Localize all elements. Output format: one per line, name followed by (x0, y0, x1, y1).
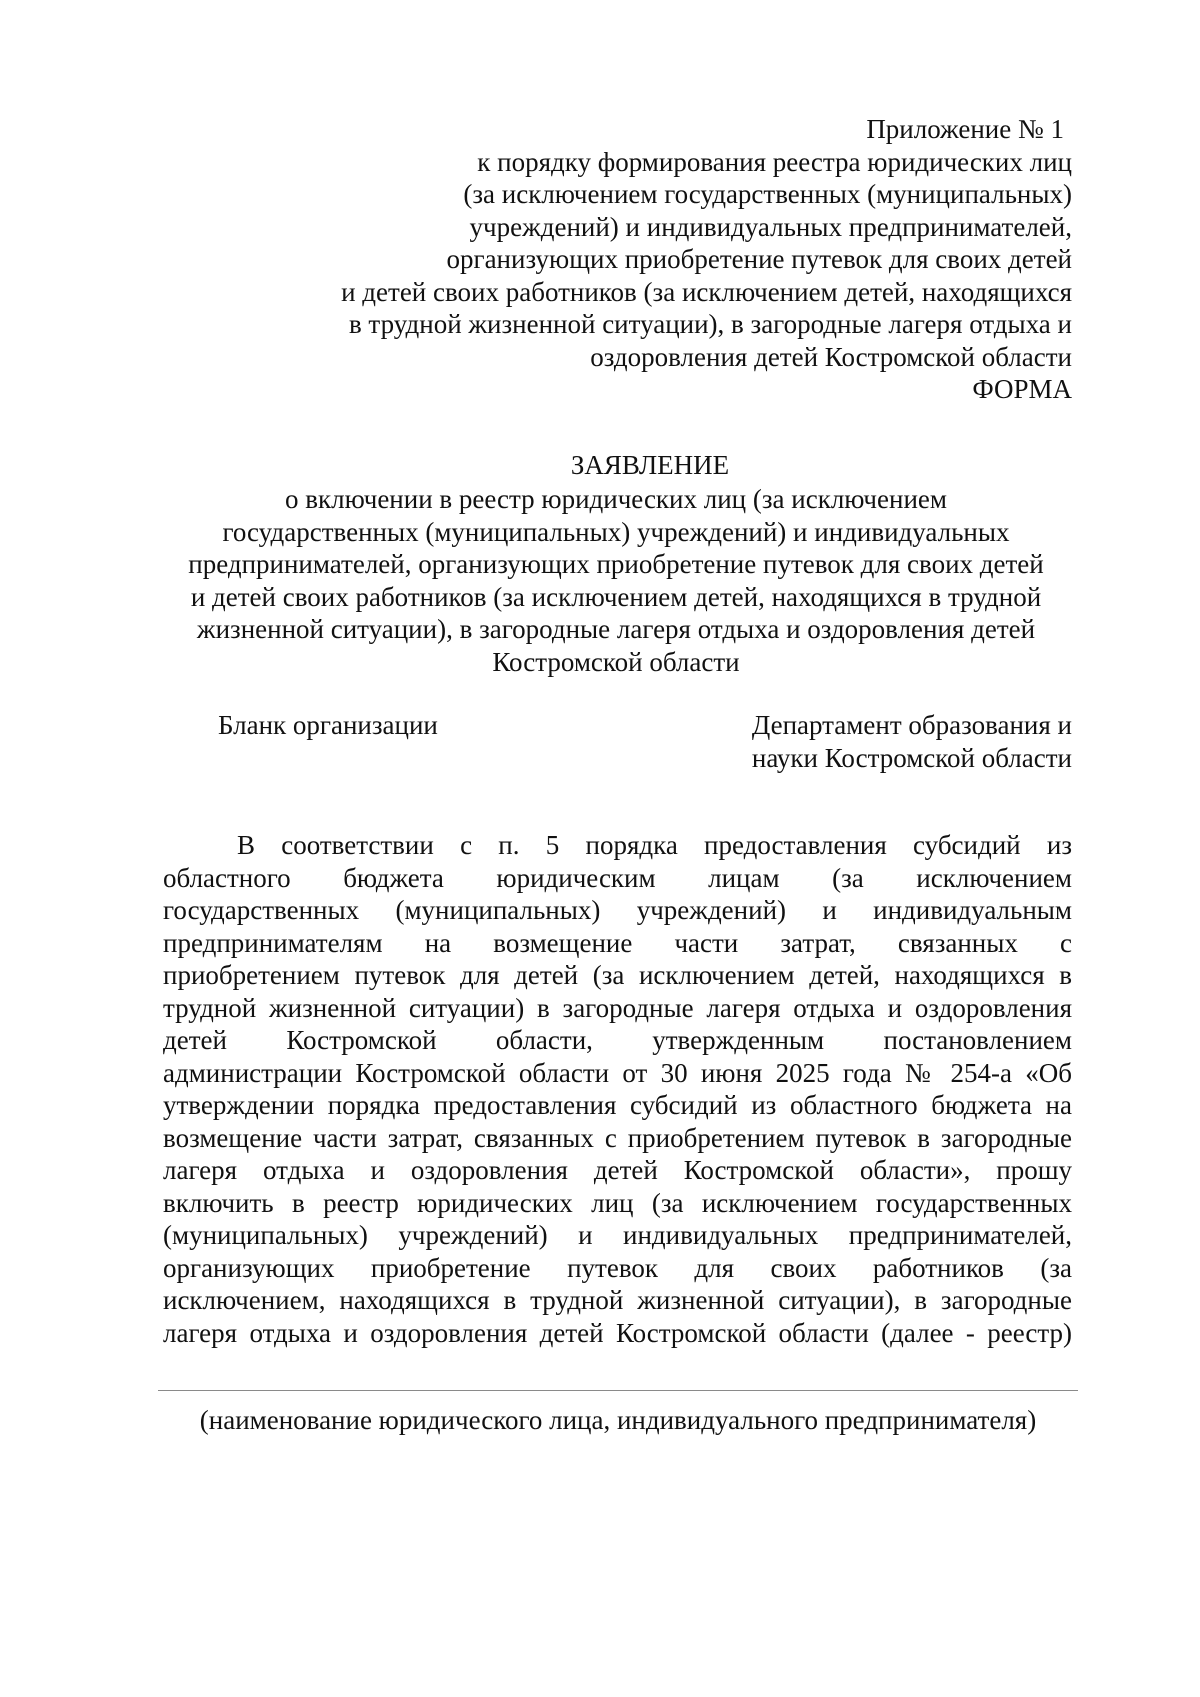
organization-letterhead-label: Бланк организации (218, 710, 438, 740)
subtitle-line: и детей своих работников (за исключением детей, находящихся в трудной (190, 581, 1042, 612)
application-body (163, 829, 1072, 1349)
document-title: ЗАЯВЛЕНИЕ (570, 450, 730, 480)
appendix-line: (за исключением государственных (муниципальных) (463, 179, 1072, 209)
subtitle-line: Костромской области (492, 646, 740, 677)
fill-in-line (158, 1390, 1078, 1391)
addressee (752, 709, 1072, 774)
subtitle-line: предпринимателей, организующих приобретение путевок для своих детей (188, 549, 1044, 579)
body-line: областного бюджета юридическим лицам (за исключением (163, 862, 1072, 893)
form-label: ФОРМА (972, 374, 1072, 404)
appendix-number: Приложение № 1 (866, 114, 1064, 144)
body-line: лагеря отдыха и оздоровления детей Костромской области (далее - реестр) (163, 1317, 1072, 1348)
subtitle-line: о включении в реестр юридических лиц (за исключением (285, 484, 947, 514)
body-line: включить в реестр юридических лиц (за исключением государственных (163, 1187, 1072, 1218)
body-line: предпринимателям на возмещение части затрат, связанных с (163, 927, 1072, 958)
appendix-line: к порядку формирования реестра юридических лиц (477, 146, 1072, 177)
appendix-header (312, 113, 1072, 406)
appendix-line: оздоровления детей Костромской области (590, 341, 1072, 372)
body-line: приобретением путевок для детей (за исключением детей, находящихся в (163, 960, 1072, 990)
body-line: утверждении порядка предоставления субсидий из областного бюджета на (163, 1090, 1072, 1120)
body-line: (муниципальных) учреждений) и индивидуальных предпринимателей, (163, 1220, 1072, 1250)
appendix-line: и детей своих работников (за исключением детей, находящихся (341, 276, 1072, 307)
body-line: лагеря отдыха и оздоровления детей Костромской области», прошу (163, 1155, 1072, 1185)
body-line: исключением, находящихся в трудной жизненной ситуации), в загородные (163, 1285, 1072, 1315)
subtitle-line: государственных (муниципальных) учреждений) и индивидуальных (222, 516, 1010, 547)
body-line: возмещение части затрат, связанных с приобретением путевок в загородные (163, 1122, 1072, 1153)
body-line: администрации Костромской области от 30 июня 2025 года № 254-а «Об (163, 1057, 1072, 1088)
appendix-line: учреждений) и индивидуальных предпринимателей, (469, 211, 1072, 242)
appendix-line: в трудной жизненной ситуации), в загородные лагеря отдыха и (348, 309, 1072, 339)
addressee-line: науки Костромской области (751, 742, 1072, 773)
fill-in-caption: (наименование юридического лица, индивидуального предпринимателя) (199, 1405, 1037, 1435)
body-line: В соответствии с п. 5 порядка предоставления субсидий из (237, 830, 1072, 860)
body-line: государственных (муниципальных) учреждений) и индивидуальным (163, 895, 1072, 925)
addressee-line: Департамент образования и (751, 710, 1072, 740)
body-line: трудной жизненной ситуации) в загородные лагеря отдыха и оздоровления (163, 992, 1072, 1023)
appendix-line: организующих приобретение путевок для своих детей (446, 244, 1072, 274)
body-line: детей Костромской области, утвержденным постановлением (163, 1025, 1072, 1055)
document-subtitle (160, 483, 1072, 678)
body-line: организующих приобретение путевок для своих работников (за (163, 1252, 1072, 1283)
subtitle-line: жизненной ситуации), в загородные лагеря отдыха и оздоровления детей (196, 614, 1036, 644)
